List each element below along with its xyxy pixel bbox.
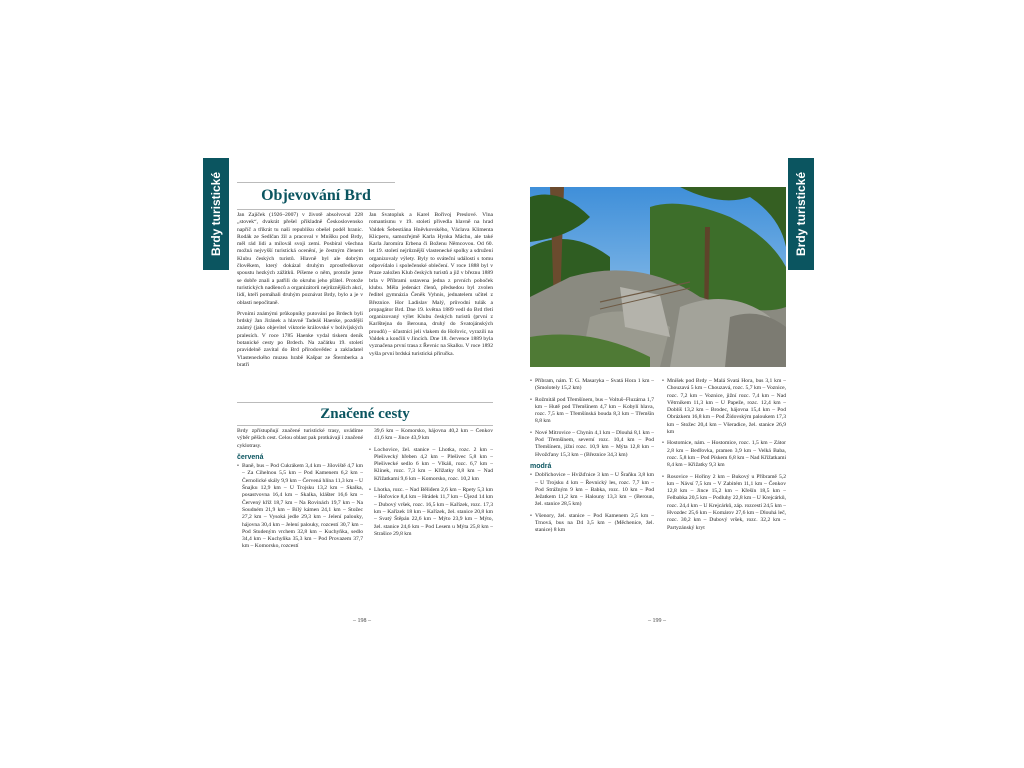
route-item: • Lhotka, rozc. – Nad Běliđem 2,6 km – Rpety 5,3 km – Hořovice 8,4 km – Hrádek 11,7 km – Újezd 14 km – Dubový vršek, rozc. 16,5 km – Kařízek, rozc. 17,3 km – Kařízek 18 km – Kařízek, žel. stanice 20,8 km – Svatý Štěpán 22,6 km – Mýto 23,9 km – Mýto, žel. stanice 24,6 km – Pod Lesem u Mýta 25,8 km – Strašice 29,8 km <box>369 487 493 538</box>
route-item: • Všenory, žel. stanice – Pod Kamenem 2,5 km – Trnová, bus na D4 3,5 km – (Měchenice, žel. stanice) 8 km <box>530 513 654 535</box>
subhead-blue: modrá <box>530 462 552 470</box>
paragraph: Prvními známými průkopníky putování po Brdech byli brdský Jan Jiránek a hlavně Tadeáš Haenke, pozdější známý (jako objevitel viktorie královské v bolivijských pralesích. V roce 1785 Haenke vydal tiskem deník botanické cesty po Brdech. Na začátku 19. století pravidelně zavítal do Brd přírodovědec a zakladatel Vlasteneckého muzea hrabě Kašpar ze Šternberka a bratři <box>237 310 363 368</box>
page-title: Objevování Brd <box>261 187 371 204</box>
routes-column-4 <box>662 378 786 610</box>
side-tab-label: Brdy turistické <box>209 171 223 257</box>
route-item: • Rosovice – Hořiny 2 km – Bukový u Příbramě 5,2 km – Návsí 7,5 km – V Zabitém 11,1 km – Čenkov 12,8 km – Jince 15,2 km – Křešín 18,5 km – Felbabka 20,5 km – Podluhy 22,8 km – U Krejcárků, rozc. 24,4 km – U Krejcárků, záp. rozcestí 24,5 km – Hvozdec 25,6 km – Komárov 27,6 km – Dlouhá leč, rozc. 30,2 km – Dubový vršek, rozc. 32,2 km – Partyzánský kryt <box>662 474 786 532</box>
forest-rocks-photo <box>530 187 786 367</box>
paragraph: Jan Svatopluk a Karel Bořivoj Preslové. Vlna romantismu v 19. století přivedla hlavně na hrad Valdek Šebestiána Hněvkovského, Václava Klimenta Klicperu, samozřejmě Karla Hynka Máchu, ale také Karla Jaromíra Erbena či Boženu Němcovou. Od 60. let 19. století nejrůznější vlastenecké spolky a sdružení organizovaly výlety. Byly to sváteční události s tomu odpovídalo i společenské oblečení. V roce 1888 byl v Praze založen Klub českých turistů a již v březnu 1889 brla v Příbrami ustavena jedna z prvních poboček klubu. Měla jedenáct členů, předsedou byl zvolen ředitel gymnázia Čeněk Vyhnis, jednatelem učitel z Březnice. Hor Ladislav Malý, průvodní tulák a propagátor Brd. Dne 19. května 1889 vedl do Brd třetí organizovaný výlet Klubu českých turistů (první z Karlštejna do Berouna, druhý do Svatojánských proudů) – účastníci jeli vlakem do Hořovic, vyrazili na Valdek a končili v Jincích. Dne 18. července 1889 byla vyznačena první trasa z Řevnic na Skalku. V roce 1892 vyšla první brdská turistická příručka. <box>369 212 493 357</box>
route-continuation: 39,6 km – Komorsko, hájovna 40,2 km – Čenkov 41,6 km – Jince 43,9 km <box>374 428 493 442</box>
routes-column-1 <box>237 428 363 608</box>
page-number: – 199 – <box>648 618 666 624</box>
route-item: • Baně, bus – Pod Cukrákem 3,4 km – Jíloviště 4,7 km – Za Cihelnou 5,5 km – Pod Kamenem 6,2 km – Černolické skály 9,9 km – Červená hlína 11,3 km – U Šnajku 12,9 km – U Trojsku 13,2 km – Skalka, posastvovna 16,4 km – Skalka, klášter 16,6 km – Červený kříž 18,7 km – Na Rovinách 19,7 km – Na Soudném 21,9 km – Bílý kámen 24,1 km – Stožec 27,2 km – Vysoká jedle 29,3 km – Jelení palouky, hájovna 30,4 km – Jelení palouky, rozcestí 30,7 km – Pod Studeným vrchem 32,8 km – Kuchyňka, sedlo 34,4 km – Kuchyňka 35,3 km – Pod Provazem 37,7 km – Komorsko, rozcestí <box>237 463 363 551</box>
route-item: • Nové Mitrovice – Chynín 4,1 km – Dlouhá 8,1 km – Pod Třemšínem, severní rozc. 10,4 km – Pod Třemšínem, jižní rozc. 10,9 km – Mýta 12,8 km – Hvožďany 15,3 km – (Březnice 34,3 km) <box>530 430 654 459</box>
right-page <box>530 150 814 630</box>
side-tab-label: Brdy turistické <box>794 171 808 257</box>
route-item: • Příbram, nám. T. G. Masaryka – Svatá Hora 1 km – (Smolotely 15,2 km) <box>530 378 654 393</box>
side-tab-right <box>788 158 814 270</box>
section-title-box-2 <box>237 402 493 426</box>
subhead-red: červená <box>237 453 264 461</box>
page-number: – 198 – <box>353 618 371 624</box>
route-item: • Lochovice, žel. stanice – Lhotka, rozc. 2 km – Plešivecký hřeben 4,2 km – Plešivec 5,8 km – Plešivecké sedlo 6 km – Vlkáň, rozc. 6,7 km – Klínek, rozc. 7,3 km – Křižatky 8,8 km – Nad Křižatkami 9,6 km – Komorsko, rozc. 10,2 km <box>369 447 493 483</box>
side-tab-left <box>203 158 229 270</box>
section-title-box <box>237 182 395 210</box>
route-item: • Hostomice, nám. – Hostomice, rozc. 1,5 km – Zátor 2,8 km – Bedřovka, pramen 3,9 km – Velká Baba, rozc. 5,8 km – Pod Pískem 6,8 km – Nad Křižatkami 8,4 km – Křižatky 9,3 km <box>662 440 786 469</box>
text-column-1 <box>237 212 363 400</box>
route-item: • Mníšek pod Brdy – Malá Svatá Hora, bus 3,1 km – Chouzavá 5 km – Chouzavá, rozc. 5,7 km – Voznice, rozc. 7,2 km – Voznice, jižní rozc. 7,4 km – Nad Větrníkem 11,3 km – U Papeže, rozc. 12,4 km – Doblíš 13,2 km – Brodec, hájovna 15,4 km – Pod Obrázkem 16,8 km – Pod Žídovským paloukem 17,3 km – Stožec 20,4 km – Všeradice, žel. stanice 26,9 km <box>662 378 786 436</box>
route-item: • Rožmitál pod Třemšínem, bus – Voltuš–Fluzárna 1,7 km – Hutě pod Třemšínem 4,7 km – Kobylí hlava, rozc. 7,5 km – Třemšínská bouda 8,3 km – Třemšín 8,8 km <box>530 397 654 426</box>
route-item: • Dobřichovice – Hvížďnice 3 km – U Šraňku 3,8 km – U Trojsku 4 km – Řevnický les, rozc. 7,7 km – Pod Strážným 9 km – Babka, rozc. 10 km – Pod Ježatkem 11,2 km – Halouny 13,3 km – (Beroun, žel. stanice 28,5 km) <box>530 472 654 508</box>
photo-illustration <box>530 187 786 367</box>
paragraph: Jan Zajíček (1926–2007) v životě absolvoval 228 „stovek“, dvakrát přešel přikladně Československo napříč a třikrát tu naši republiku obešel podél hranic. Rodák ze Sedlčan žil a pracoval v Mníšku pod Brdy, měl rád lidi a mílovál svoji zemi. Posbíral všechna možná nejvyšší turistická ocenění, je čestným členem Klubu českých turistů. Hlavně byl ale dobrým člověkem, který dokázal druhým zprostředkovat spoustu hezkých zážitků. Píšeme o něm, protože jsme se dobře znali a patřili do okruhu jeho přátel. Protože turistických nadšenců a organizátorů nejrůznějších akcí, lidí, kteří pomáhali druhým poznávat Brdy, bylo a je v oblasti nepočítaně. <box>237 212 363 306</box>
intro-text: Brdy zpřístupňují značené turistické trasy, uvádíme výběr pěších cest. Celou oblast pak protkávají i značené cyklotrasy. <box>237 428 363 449</box>
routes-column-2 <box>369 428 493 608</box>
text-column-2 <box>369 212 493 400</box>
section-title: Značené cesty <box>320 406 410 422</box>
routes-column-3 <box>530 378 654 610</box>
